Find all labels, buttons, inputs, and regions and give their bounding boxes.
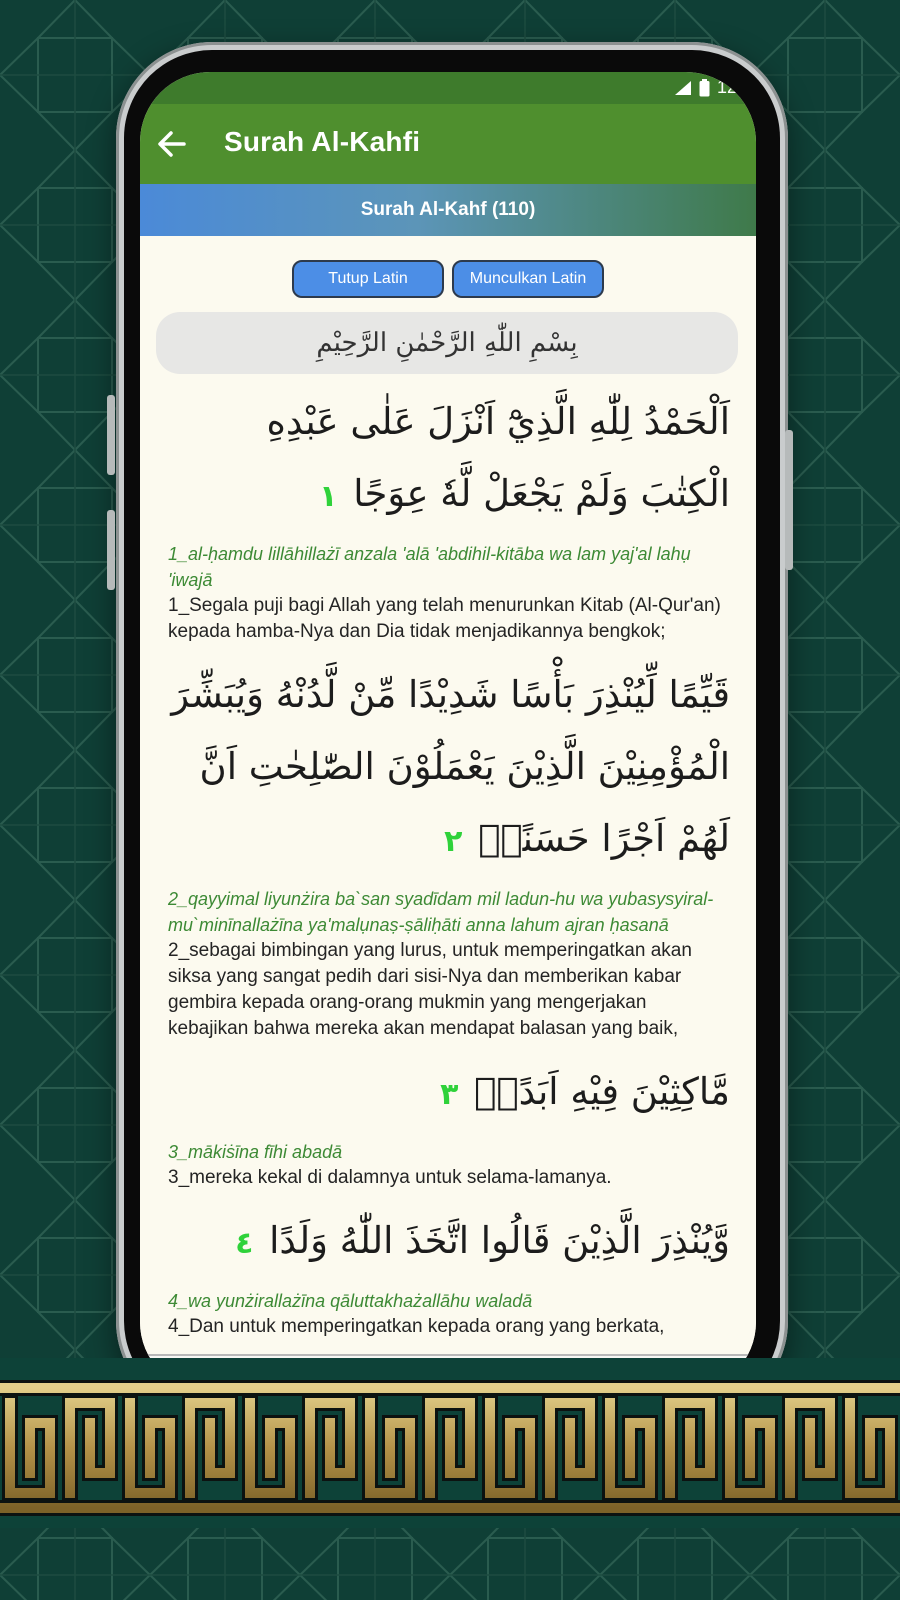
arrow-left-icon bbox=[157, 129, 187, 159]
verse-latin: 4_wa yunżirallażīna qāluttakhażallāhu waladā bbox=[168, 1291, 533, 1311]
verse-translation: 4_Dan untuk memperingatkan kepada orang yang berkata, bbox=[168, 1316, 665, 1337]
verse-scroll-area[interactable] bbox=[140, 236, 756, 1354]
phone-side-button bbox=[107, 510, 115, 590]
show-latin-button[interactable]: Munculkan Latin bbox=[452, 260, 604, 298]
verse-number: ١ bbox=[319, 479, 338, 514]
verse-item bbox=[168, 659, 730, 1042]
verse-latin: 2_qayyimal liyunżira ba`san syadīdam mil ladun-hu wa yubasysyiral-mu`minīnallażīna ya'malụnaṣ-ṣāliḥāti anna lahum ajran ḥasanā bbox=[168, 889, 714, 935]
status-bar bbox=[140, 72, 756, 104]
page-title: Surah Al-Kahfi bbox=[224, 126, 421, 157]
verse-item bbox=[168, 1056, 730, 1191]
surah-header: Surah Al-Kahf (110) bbox=[140, 184, 756, 236]
verse-number: ٢ bbox=[444, 824, 463, 859]
verse-latin: 1_al-ḥamdu lillāhillażī anzala 'alā 'abdihil-kitāba wa lam yaj'al lahụ 'iwajā bbox=[168, 544, 691, 590]
verse-arabic: قَيِّمًا لِّيُنْذِرَ بَأْسًا شَدِيْدًا مِّنْ لَّدُنْهُ وَيُبَشِّرَ الْمُؤْمِنِيْنَ الَّذِيْنَ يَعْمَلُوْنَ الصّٰلِحٰتِ اَنَّ لَهُمْ اَجْرًا حَسَنًاۙ ٢ bbox=[171, 673, 730, 860]
phone-side-button bbox=[107, 395, 115, 475]
verse-list bbox=[168, 386, 730, 1354]
verse-translation: 1_Segala puji bagi Allah yang telah menurunkan Kitab (Al-Qur'an) kepada hamba-Nya dan Dia tidak menjadikannya bengkok; bbox=[168, 595, 721, 642]
signal-icon bbox=[674, 80, 692, 96]
decorative-border bbox=[0, 1358, 900, 1528]
phone-power-button bbox=[785, 430, 793, 570]
verse-latin: 3_mākiṡīna fīhi abadā bbox=[168, 1142, 343, 1162]
status-time: 12: bbox=[716, 77, 742, 97]
battery-icon bbox=[699, 79, 710, 97]
verse-number: ٤ bbox=[235, 1226, 254, 1261]
verse-arabic: وَّيُنْذِرَ الَّذِيْنَ قَالُوا اتَّخَذَ اللّٰهُ وَلَدًا ٤ bbox=[235, 1219, 730, 1262]
back-button[interactable] bbox=[148, 120, 196, 168]
verse-arabic: مَّاكِثِيْنَ فِيْهِ اَبَدًاۙ ٣ bbox=[440, 1070, 730, 1113]
verse-translation: 2_sebagai bimbingan yang lurus, untuk memperingatkan akan siksa yang sangat pedih dari sisi-Nya dan memberikan kabar gembira kepada orang-orang mukmin yang mengerjakan kebajikan bahwa mereka akan mendapat balasan yang baik, bbox=[168, 940, 692, 1039]
verse-number: ٣ bbox=[440, 1077, 459, 1112]
verse-arabic: اَلْحَمْدُ لِلّٰهِ الَّذِيْٓ اَنْزَلَ عَلٰى عَبْدِهِ الْكِتٰبَ وَلَمْ يَجْعَلْ لَّهٗ عِوَجًا ١ bbox=[266, 400, 730, 515]
app-bar bbox=[140, 104, 756, 184]
bismillah-banner: بِسْمِ اللّٰهِ الرَّحْمٰنِ الرَّحِيْمِ bbox=[156, 312, 738, 374]
verse-item bbox=[168, 386, 730, 645]
verse-item bbox=[168, 1205, 730, 1340]
phone-screen bbox=[140, 72, 756, 1392]
hide-latin-button[interactable]: Tutup Latin bbox=[292, 260, 444, 298]
verse-translation: 3_mereka kekal di dalamnya untuk selama-lamanya. bbox=[168, 1167, 612, 1188]
